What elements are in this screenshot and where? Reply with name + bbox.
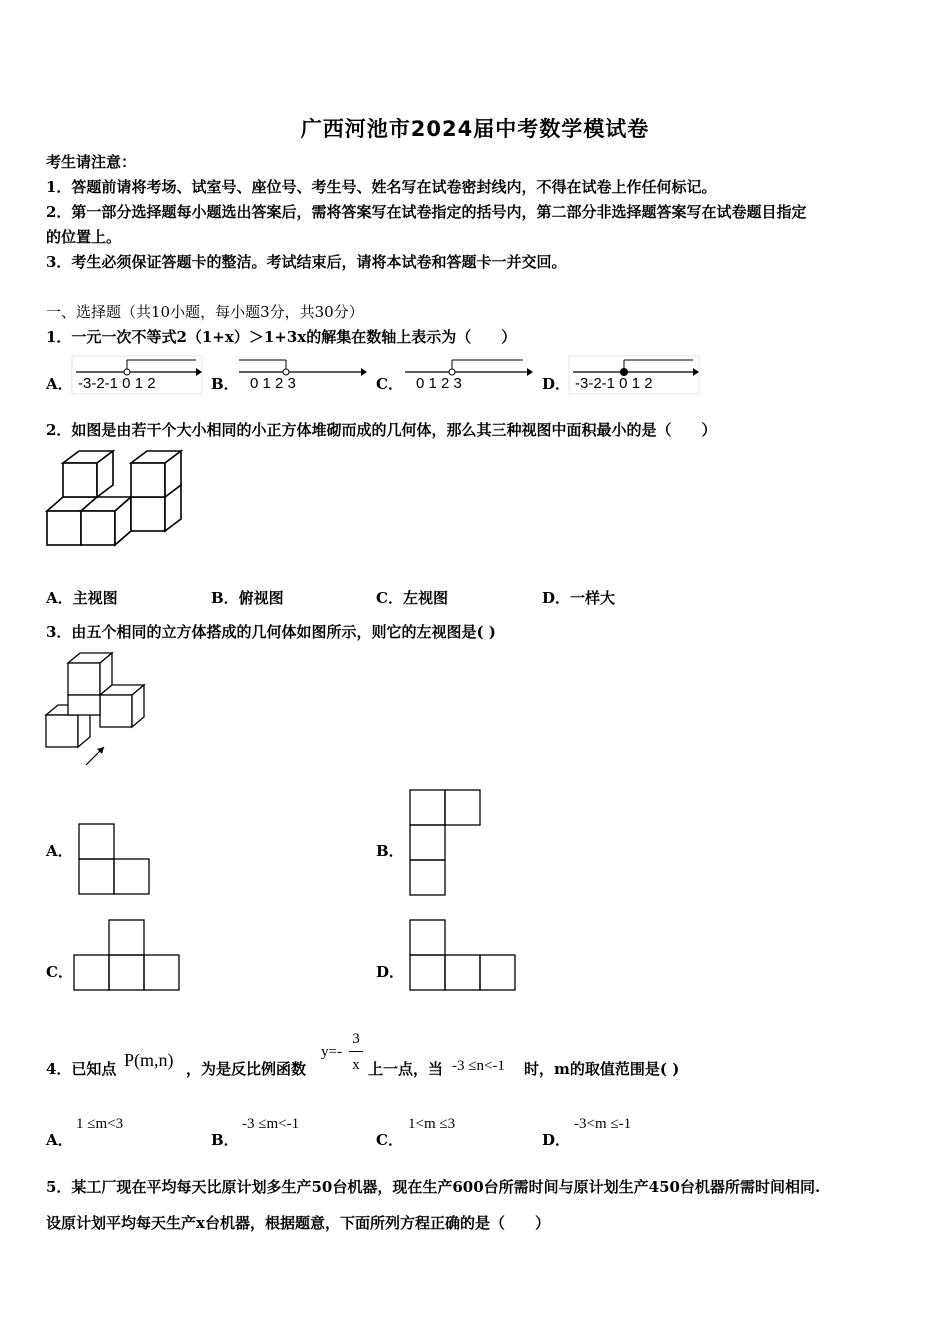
q4-prefix: 4．已知点 [46, 1060, 117, 1078]
notice-item: 1．答题前请将考场、试室号、座位号、考生号、姓名写在试卷密封线内，不得在试卷上作任何标记。 [46, 178, 717, 196]
q3-option-c-label[interactable]: C． [46, 963, 73, 981]
page-title: 广西河池市2024届中考数学模试卷 [300, 117, 650, 141]
q4-option-c-value: 1<m ≤3 [408, 1116, 456, 1132]
q5-stem-line1: 5．某工厂现在平均每天比原计划多生产50台机器，现在生产600台所需时间与原计划生产450台机器所需时间相同. [46, 1178, 821, 1196]
q4-option-c-label[interactable]: C． [376, 1131, 403, 1149]
q4-func-lhs: y=- [321, 1044, 342, 1060]
q1-option-b-label[interactable]: B． [211, 375, 239, 393]
q1-stem: 1．一元一次不等式2（1+x）＞1+3x的解集在数轴上表示为（ ） [46, 328, 517, 346]
q4-option-b-value: -3 ≤m<-1 [242, 1116, 300, 1132]
q1-option-b-ticks: 0 1 2 3 [250, 375, 296, 392]
q2-option-b[interactable]: B．俯视图 [211, 589, 284, 607]
q3-stem: 3．由五个相同的立方体搭成的几何体如图所示，则它的左视图是( ) [46, 623, 496, 641]
q4-option-d-value: -3<m ≤-1 [574, 1116, 632, 1132]
q4-option-a-value: 1 ≤m<3 [76, 1116, 124, 1132]
q4-option-b-label[interactable]: B． [211, 1131, 239, 1149]
q2-stem: 2．如图是由若干个大小相同的小正方体堆砌而成的几何体，那么其三种视图中面积最小的是（ ） [46, 421, 717, 439]
q3-option-c-figure [73, 919, 183, 993]
q2-option-a[interactable]: A．主视图 [46, 589, 118, 607]
notice-item: 3．考生必须保证答题卡的整洁。考试结束后，请将本试卷和答题卡一并交回。 [46, 253, 567, 271]
q4-option-a-label[interactable]: A． [46, 1131, 73, 1149]
q5-stem-line2: 设原计划平均每天生产x台机器，根据题意，下面所列方程正确的是（ ） [46, 1214, 550, 1232]
q1-option-d-ticks: -3-2-1 0 1 2 [575, 375, 653, 392]
notice-item: 的位置上。 [46, 228, 122, 246]
q1-option-d-label[interactable]: D． [542, 375, 571, 393]
q4-option-d-label[interactable]: D． [542, 1131, 571, 1149]
q3-cube-figure [44, 651, 148, 771]
section-heading: 一、选择题（共10小题，每小题3分，共30分） [46, 303, 364, 321]
q3-option-d-label[interactable]: D． [376, 963, 405, 981]
q4-fraction-bar [349, 1051, 363, 1052]
q4-func-denominator: x [352, 1057, 360, 1073]
q4-point: P(m,n) [124, 1050, 174, 1070]
q3-option-a-label[interactable]: A． [46, 842, 73, 860]
q4-condition: -3 ≤n<-1 [452, 1058, 505, 1074]
q2-cube-figure [45, 449, 187, 551]
notice-item: 2．第一部分选择题每小题选出答案后，需将答案写在试卷指定的括号内，第二部分非选择题答案写在试卷题目指定 [46, 203, 807, 221]
q1-option-a-label[interactable]: A． [46, 375, 73, 393]
q4-mid: ，为是反比例函数 [186, 1060, 307, 1078]
q1-option-c-ticks: 0 1 2 3 [416, 375, 462, 392]
q3-option-d-figure [409, 919, 519, 993]
q1-option-a-ticks: -3-2-1 0 1 2 [78, 375, 156, 392]
q2-option-d[interactable]: D．一样大 [542, 589, 616, 607]
q4-func-numerator: 3 [352, 1031, 360, 1047]
q1-option-c-label[interactable]: C． [376, 375, 403, 393]
q4-suffix: 时，m的取值范围是( ) [524, 1060, 680, 1078]
q4-after: 上一点，当 [368, 1060, 444, 1078]
q3-option-a-figure [78, 823, 152, 897]
q3-option-b-figure [409, 789, 485, 899]
notice-heading: 考生请注意： [46, 153, 137, 171]
q3-option-b-label[interactable]: B． [376, 842, 404, 860]
q2-option-c[interactable]: C．左视图 [376, 589, 448, 607]
